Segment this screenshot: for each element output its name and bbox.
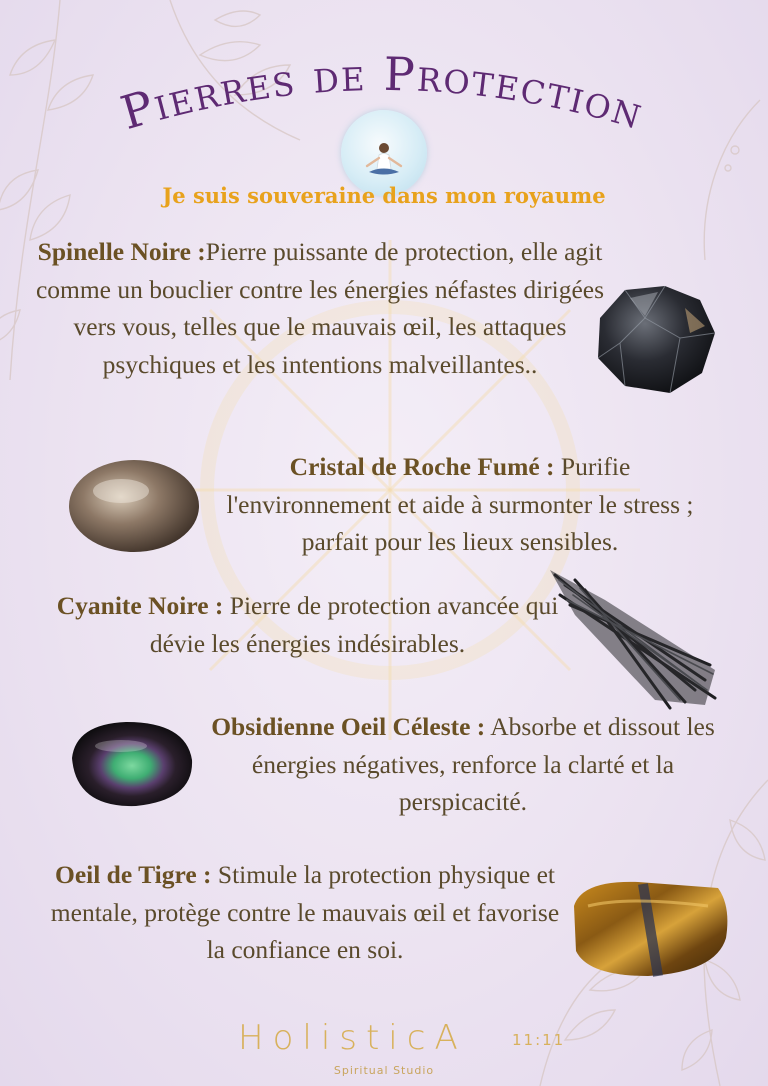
svg-text:Pierres de Protection: Pierres de Protection [114,46,651,141]
stone-entry-cyanite-noire [30,587,585,662]
brand-logo: HolisticA [238,1018,467,1058]
stone-entry-oeil-de-tigre [50,856,560,969]
stone-description: Pierre puissante de protection, elle agit comme un bouclier contre les énergies néfastes dirigées vers vous, telles que le mauvais œil, les attaques psychiques et les intentions malveillantes.. [35,237,605,379]
stone-entry-spinelle-noire [30,233,610,383]
stone-name: Oeil de Tigre : [54,860,212,889]
black-kyanite-stone-image [545,570,720,710]
spinel-stone-image [590,278,720,398]
stone-name: Cristal de Roche Fumé : [289,452,555,481]
stone-entry-cristal-de-roche [210,448,710,561]
brand-tagline: Spiritual Studio [333,1064,435,1077]
rainbow-obsidian-stone-image [66,718,196,810]
page-subtitle: Je suis souveraine dans mon royaume [162,183,606,208]
stone-entry-obsidienne [198,708,728,821]
stone-name: Spinelle Noire : [37,237,206,266]
brand-number: 11:11 [512,1031,566,1049]
stone-description: Pierre de protection avancée qui dévie les énergies indésirables. [149,591,559,658]
stone-name: Obsidienne Oeil Céleste : [211,712,486,741]
stone-description: Purifie l'environnement et aide à surmonter le stress ; parfait pour les lieux sensibles. [226,452,694,556]
stone-name: Cyanite Noire : [56,591,224,620]
stone-description: Absorbe et dissout les énergies négatives, renforce la clarté et la perspicacité. [251,712,715,816]
tigers-eye-stone-image [568,876,733,980]
smoky-quartz-stone-image [66,456,202,556]
stone-description: Stimule la protection physique et mentale, protège contre le mauvais œil et favorise la confiance en soi. [50,860,560,964]
